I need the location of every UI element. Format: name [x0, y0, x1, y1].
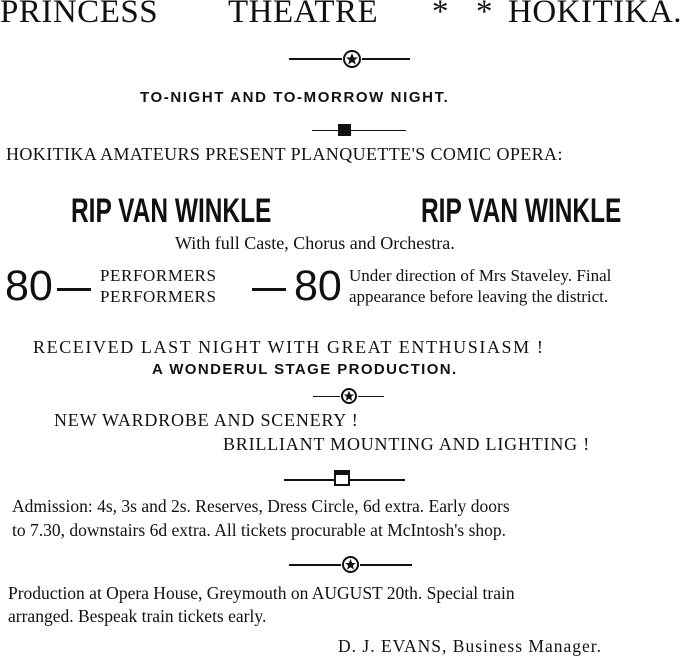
subheading: TO-NIGHT AND TO-MORROW NIGHT. — [140, 89, 450, 106]
signature: D. J. EVANS, Business Manager. — [338, 636, 602, 656]
performer-count-right: 80 — [294, 262, 342, 310]
direction-line-1: Under direction of Mrs Staveley. Final — [349, 266, 612, 285]
title-princess: PRINCESS — [0, 0, 159, 30]
dash-right — [252, 288, 286, 291]
star-ornament-icon — [341, 555, 360, 574]
wardrobe-line: NEW WARDROBE AND SCENERY ! — [54, 410, 359, 430]
title-asterisk-1: * — [432, 0, 449, 30]
performers-label-top: PERFORMERS — [100, 266, 217, 285]
star-ornament-icon — [342, 49, 362, 69]
admission-line-2: to 7.30, downstairs 6d extra. All tickets procurable at McIntosh's shop. — [12, 520, 507, 540]
title-theatre: THEATRE — [228, 0, 379, 30]
reception-line: RECEIVED LAST NIGHT WITH GREAT ENTHUSIASM ! — [33, 337, 545, 357]
opera-title-left: RIP VAN WINKLE — [71, 192, 272, 230]
dash-left — [57, 288, 91, 291]
title-asterisk-2: * — [476, 0, 493, 30]
opera-title-right: RIP VAN WINKLE — [421, 192, 622, 230]
performers-label-bottom: PERFORMERS — [100, 287, 217, 306]
presents-line: HOKITIKA AMATEURS PRESENT PLANQUETTE'S COMIC OPERA: — [6, 144, 563, 164]
greymouth-line-1: Production at Opera House, Greymouth on AUGUST 20th. Special train — [8, 583, 515, 603]
cast-line: With full Caste, Chorus and Orchestra. — [175, 233, 455, 253]
box-ornament-icon — [334, 470, 350, 486]
performer-count-left: 80 — [5, 262, 53, 310]
box-ornament-icon — [338, 124, 351, 136]
title-hokitika: HOKITIKA. — [508, 0, 683, 30]
star-ornament-icon — [340, 387, 358, 405]
wonderful-production: A WONDERUL STAGE PRODUCTION. — [152, 361, 458, 378]
direction-line-2: appearance before leaving the district. — [349, 287, 609, 306]
greymouth-line-2: arranged. Bespeak train tickets early. — [8, 606, 267, 626]
brilliant-line: BRILLIANT MOUNTING AND LIGHTING ! — [223, 434, 591, 454]
admission-line-1: Admission: 4s, 3s and 2s. Reserves, Dress Circle, 6d extra. Early doors — [12, 496, 510, 516]
